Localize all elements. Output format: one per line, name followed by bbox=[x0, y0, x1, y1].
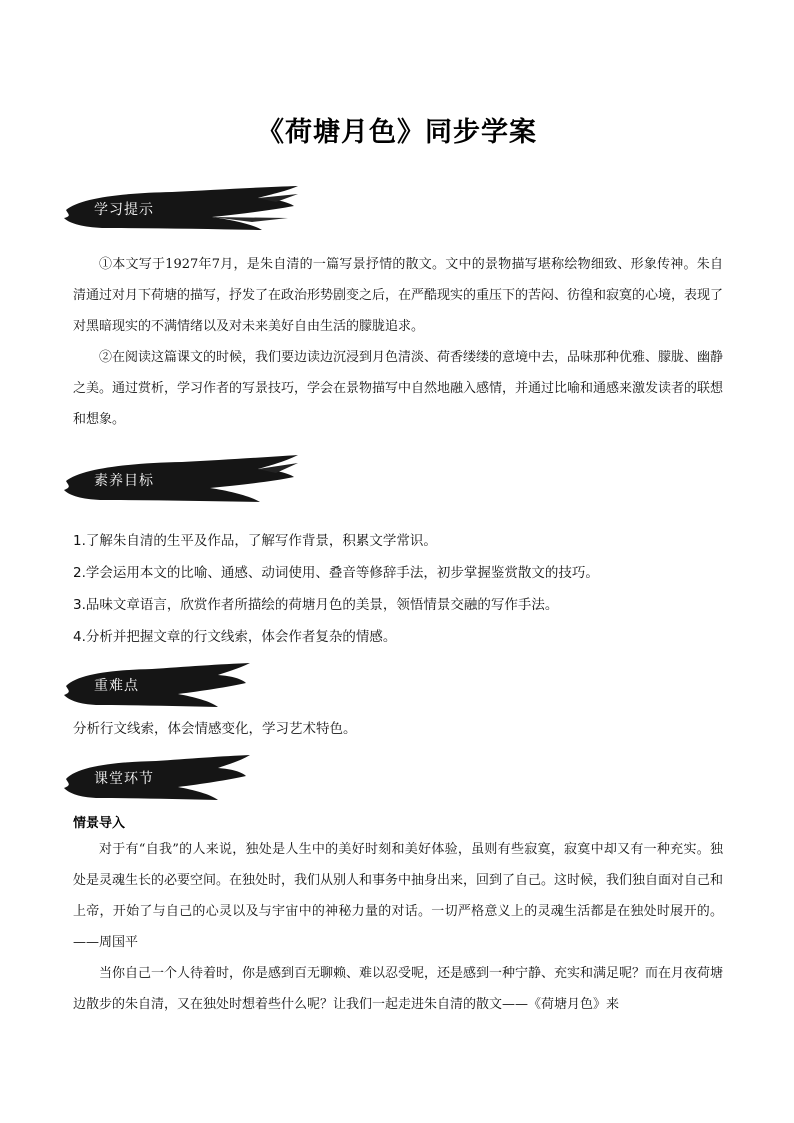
study-tips-paragraph-1: ①本文写于1927年7月，是朱自清的一篇写景抒情的散文。文中的景物描写堪称绘物细致、形象传神。朱自清通过对月下荷塘的描写，抒发了在政治形势剧变之后，在严酷现实的重压下的苦闷、彷徨和寂寞的心境，表现了对黑暗现实的不满情绪以及对未来美好自由生活的朦胧追求。 bbox=[73, 257, 724, 334]
section-heading-literacy-goals: 素养目标 bbox=[94, 473, 154, 489]
ink-brush-stroke bbox=[62, 660, 252, 710]
goal-item-2: 2.学会运用本文的比喻、通感、动词使用、叠音等修辞手法，初步掌握鉴赏散文的技巧。 bbox=[73, 565, 599, 581]
section-banner-key-points bbox=[62, 660, 252, 710]
document-title: 《荷塘月色》同步学案 bbox=[257, 117, 537, 148]
section-heading-classroom: 课堂环节 bbox=[94, 771, 154, 787]
section-banner-literacy-goals bbox=[62, 455, 302, 505]
study-tips-paragraph-2: ②在阅读这篇课文的时候，我们要边读边沉浸到月色清淡、荷香缕缕的意境中去，品味那种优雅、朦胧、幽静之美。通过赏析，学习作者的写景技巧，学会在景物描写中自然地融入感情，并通过比喻和通感来激发读者的联想和想象。 bbox=[73, 350, 724, 427]
goal-item-3: 3.品味文章语言，欣赏作者所描绘的荷塘月色的美景，领悟情景交融的写作手法。 bbox=[73, 597, 559, 613]
classroom-paragraph-2: 当你自己一个人待着时，你是感到百无聊赖、难以忍受呢，还是感到一种宁静、充实和满足呢？而在月夜荷塘边散步的朱自清，又在独处时想着些什么呢？让我们一起走进朱自清的散文——《荷塘月色》来 bbox=[73, 966, 724, 1012]
goal-item-4: 4.分析并把握文章的行文线索，体会作者复杂的情感。 bbox=[73, 629, 397, 645]
goal-item-1: 1.了解朱自清的生平及作品，了解写作背景，积累文学常识。 bbox=[73, 533, 437, 549]
section-heading-key-points: 重难点 bbox=[94, 678, 139, 694]
classroom-paragraph-1: 对于有“自我”的人来说，独处是人生中的美好时刻和美好体验，虽则有些寂寞，寂寞中却又有一种充实。独处是灵魂生长的必要空间。在独处时，我们从别人和事务中抽身出来，回到了自己。这时候，我们独自面对自己和上帝，开始了与自己的心灵以及与宇宙中的神秘力量的对话。一切严格意义上的灵魂生活都是在独处时展开的。——周国平 bbox=[73, 842, 724, 950]
section-banner-classroom bbox=[62, 753, 252, 803]
key-points-text: 分析行文线索，体会情感变化，学习艺术特色。 bbox=[73, 721, 357, 737]
classroom-subheading: 情景导入 bbox=[73, 816, 126, 831]
section-banner-study-tips bbox=[62, 184, 302, 234]
ink-brush-stroke bbox=[62, 753, 252, 803]
section-heading-study-tips: 学习提示 bbox=[94, 202, 154, 218]
